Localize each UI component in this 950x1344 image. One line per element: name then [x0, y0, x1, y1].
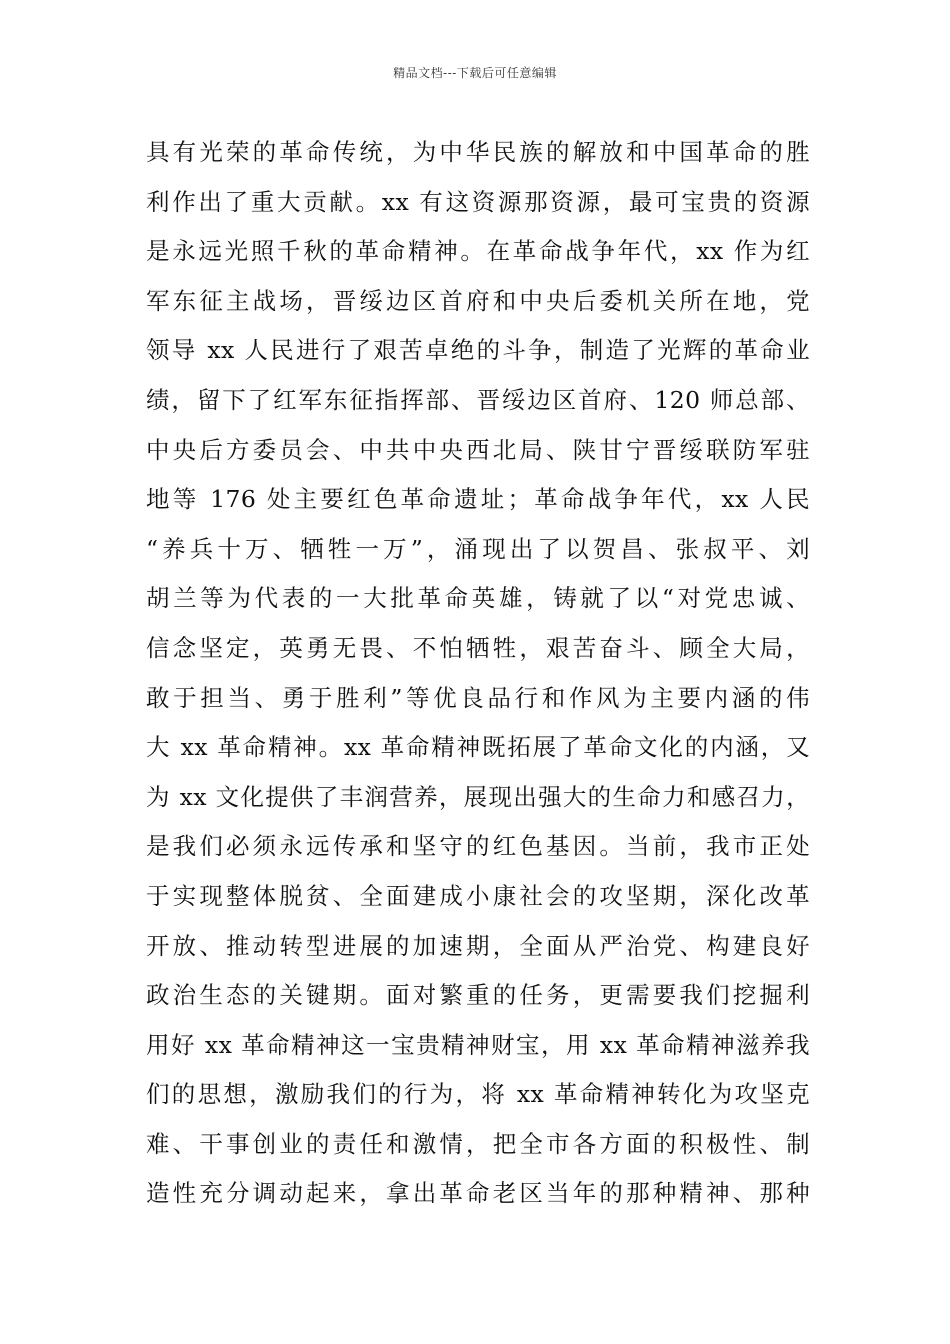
text-line: 地等 176 处主要红色革命遗址；革命战争年代，xx 人民 — [146, 485, 810, 514]
text-line: 利作出了重大贡献。xx 有这资源那资源，最可宝贵的资源 — [146, 187, 810, 216]
text-line: 胡兰等为代表的一大批革命英雄，铸就了以“对党忠诚、 — [146, 584, 810, 613]
text-line: 绩，留下了红军东征指挥部、晋绥边区首府、120 师总部、 — [146, 385, 810, 414]
text-line: 军东征主战场，晋绥边区首府和中央后委机关所在地，党 — [146, 286, 810, 315]
text-line: 于实现整体脱贫、全面建成小康社会的攻坚期，深化改革 — [146, 881, 810, 910]
text-line: 为 xx 文化提供了丰润营养，展现出强大的生命力和感召力， — [146, 782, 810, 811]
text-line: 开放、推动转型进展的加速期，全面从严治党、构建良好 — [146, 931, 810, 960]
text-line: 政治生态的关键期。面对繁重的任务，更需要我们挖掘利 — [146, 981, 810, 1010]
text-line: 中央后方委员会、中共中央西北局、陕甘宁晋绥联防军驻 — [146, 435, 810, 464]
text-line: 敢于担当、勇于胜利”等优良品行和作风为主要内涵的伟 — [146, 683, 810, 712]
text-line: “养兵十万、牺牲一万”，涌现出了以贺昌、张叔平、刘 — [146, 534, 810, 563]
text-line: 具有光荣的革命传统，为中华民族的解放和中国革命的胜 — [146, 138, 810, 166]
text-line: 难、干事创业的责任和激情，把全市各方面的积极性、制 — [146, 1129, 810, 1158]
text-line: 们的思想，激励我们的行为，将 xx 革命精神转化为攻坚克 — [146, 1080, 810, 1109]
text-line: 信念坚定，英勇无畏、不怕牺牲，艰苦奋斗、顾全大局， — [146, 633, 810, 662]
text-line: 领导 xx 人民进行了艰苦卓绝的斗争，制造了光辉的革命业 — [146, 336, 810, 365]
text-line: 造性充分调动起来，拿出革命老区当年的那种精神、那种 — [146, 1179, 810, 1208]
text-line: 用好 xx 革命精神这一宝贵精神财宝，用 xx 革命精神滋养我 — [146, 1030, 810, 1059]
text-line: 是我们必须永远传承和坚守的红色基因。当前，我市正处 — [146, 832, 810, 861]
page-header: 精品文档---下载后可任意编辑 — [393, 66, 557, 80]
body-paragraph — [146, 128, 810, 1219]
text-line: 大 xx 革命精神。xx 革命精神既拓展了革命文化的内涵，又 — [146, 733, 810, 762]
text-line: 是永远光照千秋的革命精神。在革命战争年代，xx 作为红 — [146, 237, 810, 266]
